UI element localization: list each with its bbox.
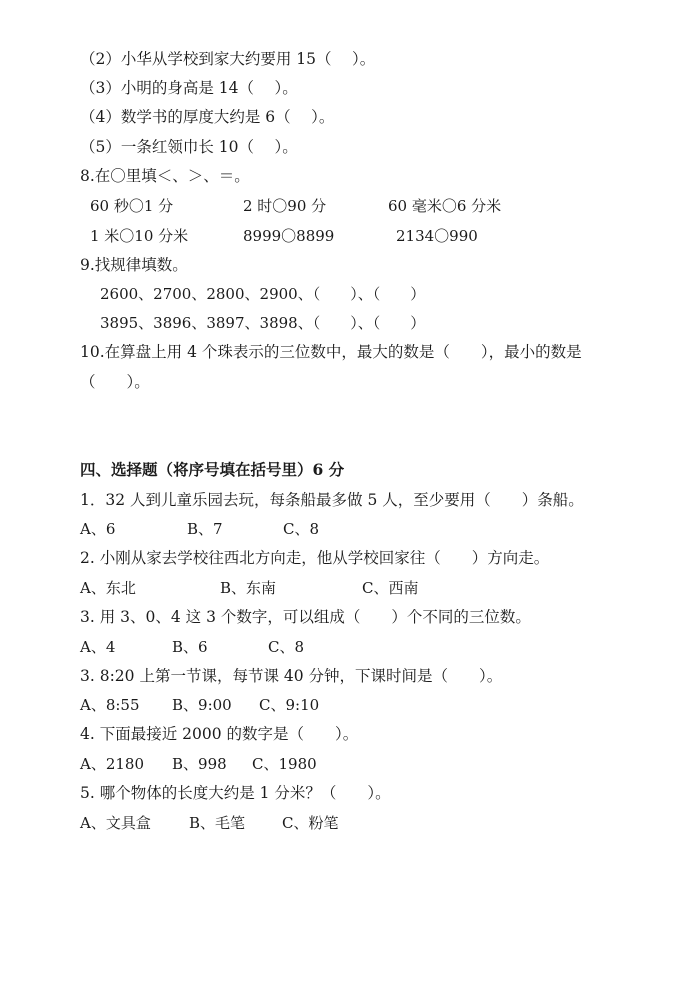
choice-option: C、8 — [283, 520, 320, 538]
choice-option: A、东北 — [80, 579, 136, 597]
choice-option: C、9:10 — [259, 696, 320, 714]
choice-option: B、7 — [187, 520, 223, 538]
section4-heading: 四、选择题（将序号填在括号里）6 分 — [80, 460, 345, 479]
fill-unit-3: （3）小明的身高是 14（ ）。 — [80, 79, 298, 97]
fill-unit-4: （4）数学书的厚度大约是 6（ ）。 — [80, 108, 335, 126]
choice-question: 1．32 人到儿童乐园去玩，每条船最多做 5 人，至少要用（ ）条船。 — [80, 491, 584, 509]
q10-line2: （ ）。 — [80, 373, 150, 391]
q8-item: 1 米〇10 分米 — [90, 227, 189, 245]
choice-question: 5. 哪个物体的长度大约是 1 分米？（ ）。 — [80, 784, 391, 802]
choice-option: B、998 — [172, 755, 227, 773]
q8-item: 2 时〇90 分 — [243, 197, 327, 215]
choice-option: C、1980 — [252, 755, 317, 773]
choice-option: B、6 — [172, 638, 208, 656]
choice-question: 2. 小刚从家去学校往西北方向走，他从学校回家往（ ）方向走。 — [80, 549, 550, 567]
choice-option: A、2180 — [80, 755, 145, 773]
choice-question: 3. 用 3、0、4 这 3 个数字，可以组成（ ）个不同的三位数。 — [80, 608, 531, 626]
choice-option: B、9:00 — [172, 696, 232, 714]
q9-title: 9.找规律填数。 — [80, 256, 188, 274]
choice-option: A、8:55 — [80, 696, 140, 714]
fill-unit-2: （2）小华从学校到家大约要用 15（ ）。 — [80, 50, 376, 68]
fill-unit-5: （5）一条红领巾长 10（ ）。 — [80, 138, 298, 156]
choice-option: A、6 — [80, 520, 116, 538]
choice-question: 3. 8:20 上第一节课，每节课 40 分钟，下课时间是（ ）。 — [80, 667, 503, 685]
choice-option: C、西南 — [362, 579, 419, 597]
choice-option: B、东南 — [220, 579, 277, 597]
q8-title: 8.在〇里填＜、＞、＝。 — [80, 167, 250, 185]
q9-sequence-1: 2600、2700、2800、2900、（ ）、（ ） — [100, 285, 426, 303]
q9-sequence-2: 3895、3896、3897、3898、（ ）、（ ） — [100, 314, 426, 332]
choice-option: A、文具盒 — [80, 814, 151, 832]
choice-option: A、4 — [80, 638, 116, 656]
q10-line1: 10.在算盘上用 4 个珠表示的三位数中，最大的数是（ ），最小的数是 — [80, 343, 582, 361]
q8-item: 2134〇990 — [396, 227, 478, 245]
choice-option: B、毛笔 — [189, 814, 246, 832]
q8-item: 60 秒〇1 分 — [90, 197, 174, 215]
q8-item: 60 毫米〇6 分米 — [388, 197, 502, 215]
choice-option: C、8 — [268, 638, 305, 656]
q8-item: 8999〇8899 — [243, 227, 335, 245]
choice-question: 4. 下面最接近 2000 的数字是（ ）。 — [80, 725, 359, 743]
choice-option: C、粉笔 — [282, 814, 339, 832]
